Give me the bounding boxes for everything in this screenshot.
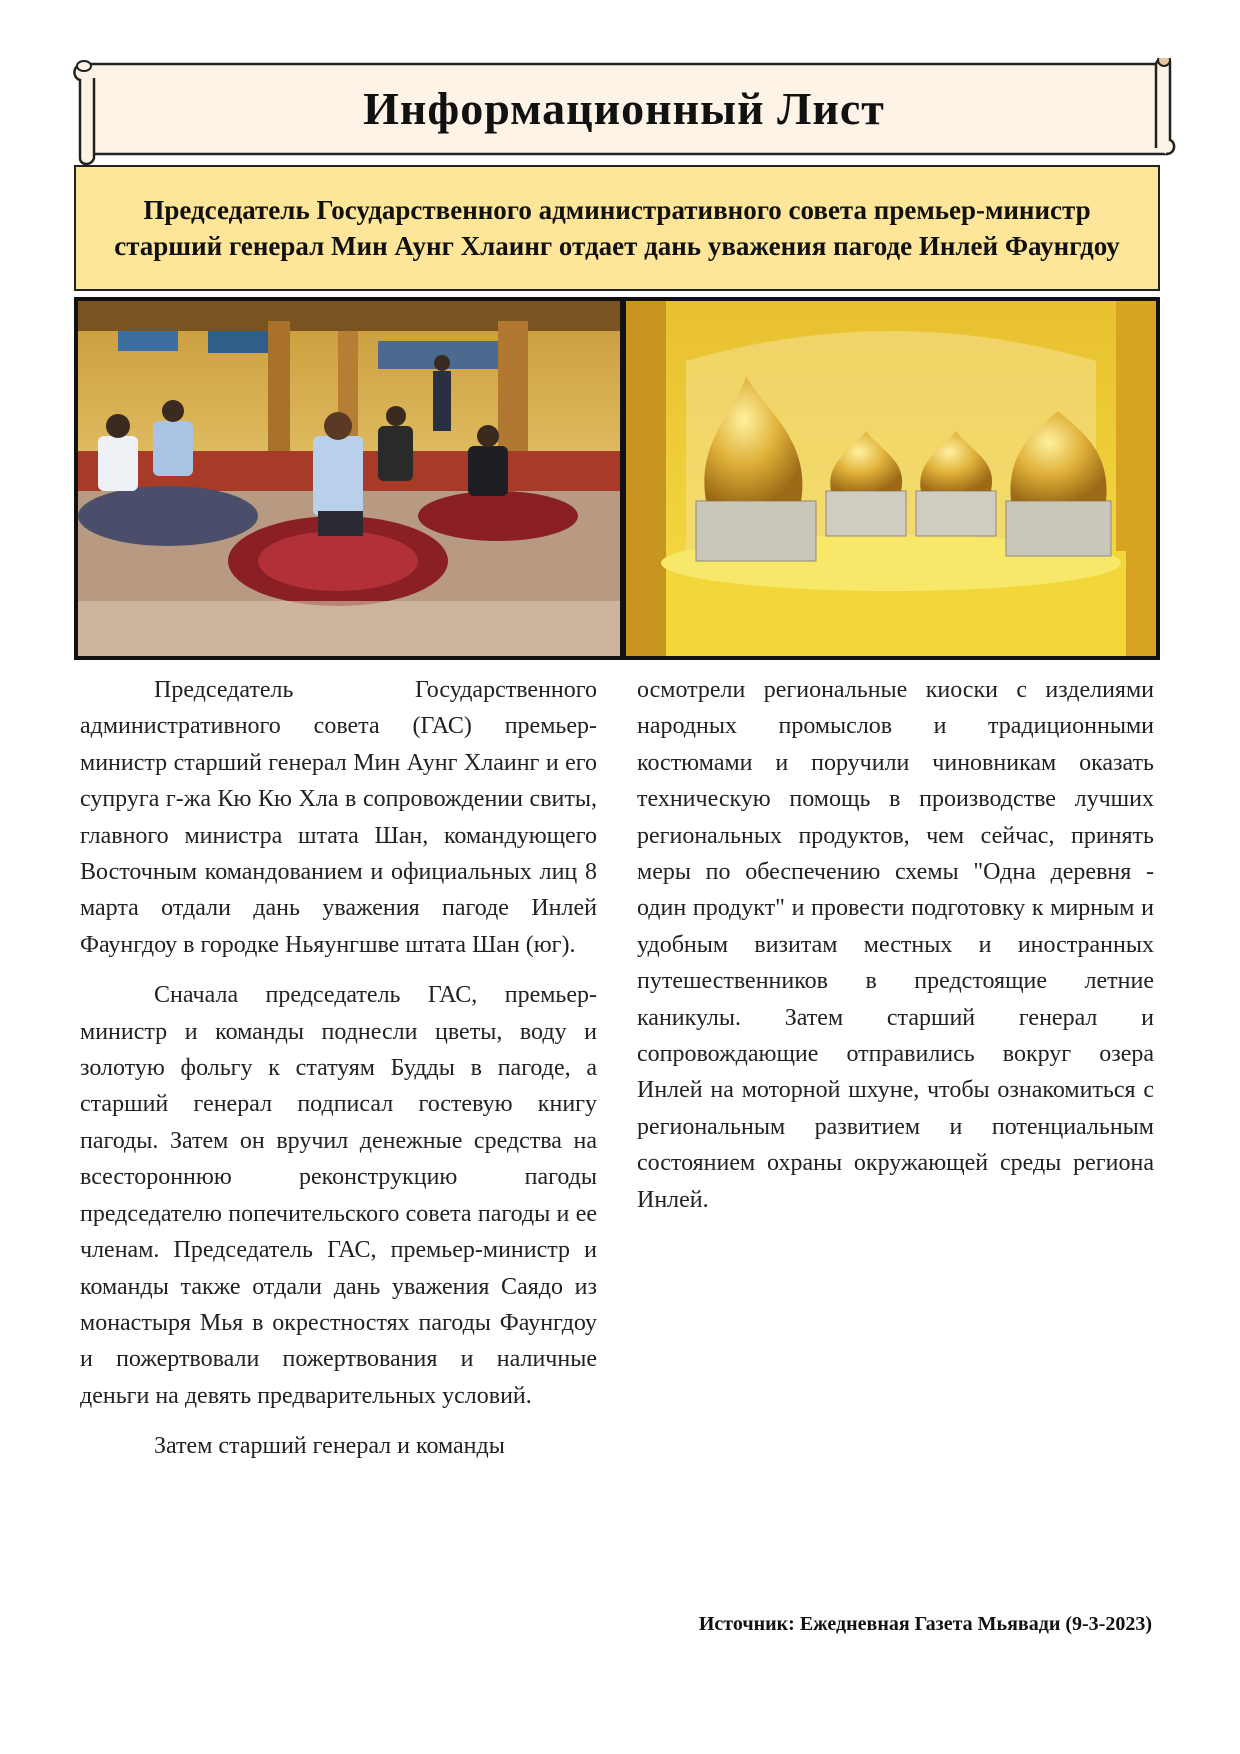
headline-box bbox=[74, 165, 1160, 291]
article-paragraph: Сначала председатель ГАС, премьер-министр и команды поднесли цветы, воду и золотую фольгу к статуям Будды в пагоде, а старший генерал подписал гостевую книгу пагоды. Затем он вручил денежные средства на всестороннюю реконструкцию пагоды председателю попечительского совета пагоды и ее членам. Председатель ГАС, премьер-министр и команды также отдали дань уважения Саядо из монастыря Мья в окрестностях пагоды Фаунгдоу и пожертвовали пожертвования и наличные деньги на девять предварительных условий. bbox=[80, 982, 597, 1409]
article-column-left bbox=[80, 672, 597, 1479]
article-paragraph: Председатель Государственного административного совета (ГАС) премьер-министр старший генерал Мин Аунг Хлаинг и его супруга г-жа Кю Кю Хла в сопровождении свиты, главного министра штата Шан, командующего Восточным командованием и официальных лиц 8 марта отдали дань уважения пагоде Инлей Фаунгдоу в городке Ньяунгшве штата Шан (юг). bbox=[80, 677, 597, 958]
article-column-right bbox=[637, 672, 1154, 1232]
headline-text: Председатель Государственного административного совета премьер-министр старший генерал Мин Аунг Хлаинг отдает дань уважения пагоде Инлей Фаунгдоу bbox=[114, 195, 1120, 261]
source-credit: Источник: Ежедневная Газета Мьявади (9-3-2023) bbox=[698, 1613, 1152, 1635]
page-title: Информационный Лист bbox=[363, 83, 885, 134]
article-paragraph: Затем старший генерал и команды bbox=[154, 1433, 505, 1460]
photo-pagoda-interior bbox=[78, 301, 620, 656]
photo-frame bbox=[74, 297, 1160, 660]
title-scroll-banner bbox=[72, 58, 1176, 166]
article-paragraph: осмотрели региональные киоски с изделиями народных промыслов и традиционными костюмами и поручили чиновникам оказать техническую помощь в производстве лучших региональных продуктов, чем сейчас, принять меры по обеспечению схемы "Одна деревня - один продукт" и провести подготовку к мирным и удобным визитам местных и иностранных путешественников в предстоящие летние каникулы. Затем старший генерал и сопровождающие отправились вокруг озера Инлей на моторной шхуне, чтобы ознакомиться с региональным развитием и потенциальным состоянием охраны окружающей среды региона Инлей. bbox=[637, 677, 1154, 1213]
photo-golden-buddha-images bbox=[626, 301, 1156, 656]
